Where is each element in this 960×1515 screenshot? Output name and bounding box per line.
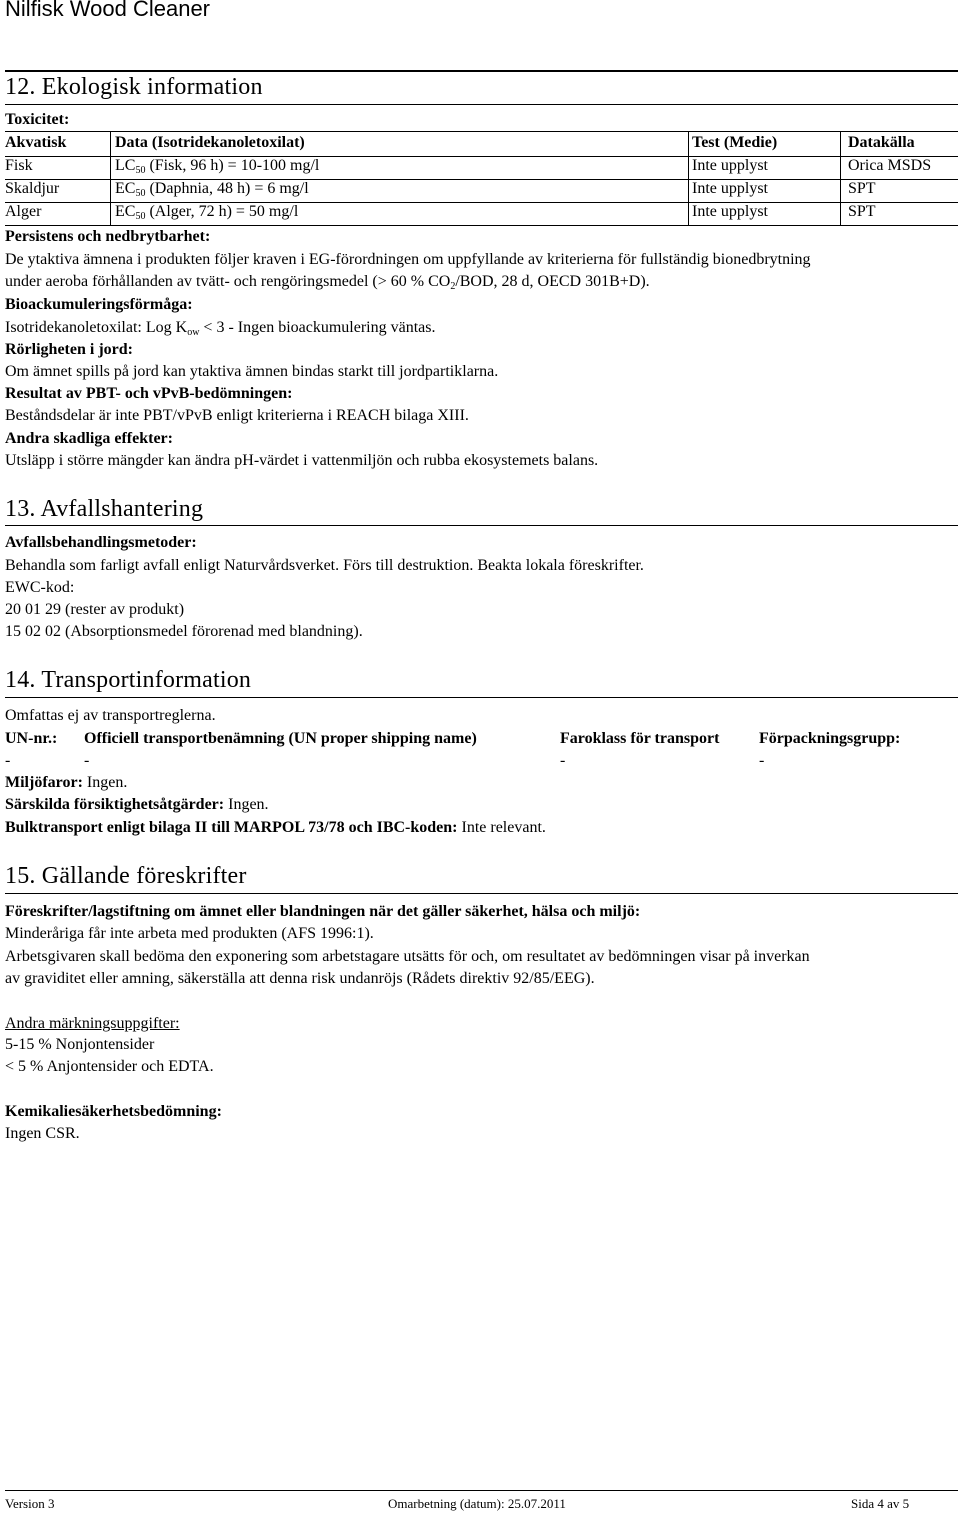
cell-test: Inte upplyst — [692, 203, 768, 220]
persistens-text-line2: under aeroba förhållanden av tvätt- och rengöringsmedel (> 60 % $CO_2$/BOD, 28 d, OECD 301B+D). — [5, 273, 650, 292]
bio-text: Isotridekanoletoxilat: Log $K_{ow} < 3$ - Ingen bioackumulering väntas. — [5, 319, 436, 338]
table-header-row — [5, 133, 958, 156]
kemikalie-label: Kemikaliesäkerhetsbedömning: — [5, 1103, 222, 1120]
cell-data: $EC_{50}$ (Daphnia, 48 h) = 6 mg/l — [115, 180, 309, 199]
transport-col-pack: Förpackningsgrupp: — [759, 730, 901, 747]
header-source: Datakälla — [848, 134, 915, 151]
section-12-title: 12. Ekologisk information — [5, 74, 263, 100]
footer-rule — [5, 1490, 958, 1491]
cell-test: Inte upplyst — [692, 157, 768, 174]
kemikalie-text: Ingen CSR. — [5, 1125, 80, 1142]
cell-test: Inte upplyst — [692, 180, 768, 197]
table-row — [5, 156, 958, 179]
section-rule-thin — [5, 893, 958, 894]
avfall-metod-text: Behandla som farligt avfall enligt Naturvårdsverket. Förs till destruktion. Beakta lokala föreskrifter. — [5, 557, 644, 574]
foreskrifter-label: Föreskrifter/lagstiftning om ämnet eller blandningen när det gäller säkerhet, hälsa och miljö: — [5, 903, 641, 920]
andra-label: Andra skadliga effekter: — [5, 430, 173, 447]
arbetsgivare-line1: Arbetsgivaren skall bedöma den exponering som arbetstagare utsätts för och, om resultatet av bedömningen visar på inverkan — [5, 948, 810, 965]
rorlighet-label: Rörligheten i jord: — [5, 341, 133, 358]
transport-val-pack: - — [759, 752, 765, 769]
transport-col-name: Officiell transportbenämning (UN proper shipping name) — [84, 730, 477, 747]
transport-col-un: UN-nr.: — [5, 730, 58, 747]
header-akvatisk: Akvatisk — [5, 134, 67, 151]
table-top-rule — [5, 131, 958, 132]
cell-source: SPT — [848, 180, 876, 197]
header-test: Test (Medie) — [692, 134, 778, 151]
table-col-divider — [110, 131, 111, 225]
cell-organism: Fisk — [5, 157, 33, 174]
cell-organism: Skaldjur — [5, 180, 60, 197]
cell-source: Orica MSDS — [848, 157, 932, 174]
sarskilda-atgarder: Särskilda försiktighetsåtgärder: Ingen. — [5, 796, 269, 813]
table-col-divider — [688, 131, 689, 225]
markning-1: 5-15 % Nonjontensider — [5, 1036, 155, 1053]
table-col-divider — [840, 131, 841, 225]
ewc-code-2: 15 02 02 (Absorptionsmedel förorenad med blandning). — [5, 623, 363, 640]
footer-revised: Omarbetning (datum): 25.07.2011 — [388, 1496, 566, 1511]
footer-version: Version 3 — [5, 1496, 55, 1511]
document-brand: Nilfisk Wood Cleaner — [5, 0, 211, 21]
section-rule-thin — [5, 104, 958, 105]
transport-col-class: Faroklass för transport — [560, 730, 720, 747]
markning-label: Andra märkningsuppgifter: — [5, 1015, 180, 1032]
bio-label: Bioackumuleringsförmåga: — [5, 296, 193, 313]
transport-val-class: - — [560, 752, 566, 769]
cell-data: $LC_{50}$ (Fisk, 96 h) = 10-100 mg/l — [115, 157, 320, 176]
transport-val-un: - — [5, 752, 11, 769]
transport-omfattas: Omfattas ej av transportreglerna. — [5, 707, 216, 724]
table-row — [5, 202, 958, 225]
persistens-text-line1: De ytaktiva ämnena i produkten följer kraven i EG-förordningen om uppfyllande av kriterierna för fullständig bionedbrytning — [5, 251, 811, 268]
pbt-label: Resultat av PBT- och vPvB-bedömningen: — [5, 385, 293, 402]
section-14-title: 14. Transportinformation — [5, 667, 252, 693]
section-15-title: 15. Gällande föreskrifter — [5, 863, 247, 889]
section-13-title: 13. Avfallshantering — [5, 496, 204, 522]
cell-organism: Alger — [5, 203, 42, 220]
section-rule-thin — [5, 697, 958, 698]
andra-text: Utsläpp i större mängder kan ändra pH-värdet i vattenmiljön och rubba ekosystemets balans. — [5, 452, 599, 469]
foreskrifter-text: Minderåriga får inte arbeta med produkten (AFS 1996:1). — [5, 925, 374, 942]
markning-2: < 5 % Anjontensider och EDTA. — [5, 1058, 214, 1075]
toxicitet-label: Toxicitet: — [5, 111, 70, 128]
transport-val-name: - — [84, 752, 90, 769]
section-rule — [5, 70, 958, 72]
ewc-label: EWC-kod: — [5, 579, 75, 596]
pbt-text: Beståndsdelar är inte PBT/vPvB enligt kriterierna i REACH bilaga XIII. — [5, 407, 469, 424]
table-row — [5, 179, 958, 202]
rorlighet-text: Om ämnet spills på jord kan ytaktiva ämnen bindas starkt till jordpartiklarna. — [5, 363, 499, 380]
header-data: Data (Isotridekanoletoxilat) — [115, 134, 305, 151]
arbetsgivare-line2: av graviditet eller amning, säkerställa att denna risk undanröjs (Rådets direktiv 92/85/EEG). — [5, 970, 595, 987]
section-rule-thin — [5, 525, 958, 526]
miljofaror: Miljöfaror: Ingen. — [5, 774, 128, 791]
persistens-label: Persistens och nedbrytbarhet: — [5, 228, 211, 245]
footer-page: Sida 4 av 5 — [851, 1496, 910, 1511]
cell-source: SPT — [848, 203, 876, 220]
bulktransport: Bulktransport enligt bilaga II till MARPOL 73/78 och IBC-koden: Inte relevant. — [5, 819, 546, 836]
ewc-code-1: 20 01 29 (rester av produkt) — [5, 601, 185, 618]
cell-data: $EC_{50}$ (Alger, 72 h) = 50 mg/l — [115, 203, 299, 222]
avfall-metod-label: Avfallsbehandlingsmetoder: — [5, 534, 197, 551]
